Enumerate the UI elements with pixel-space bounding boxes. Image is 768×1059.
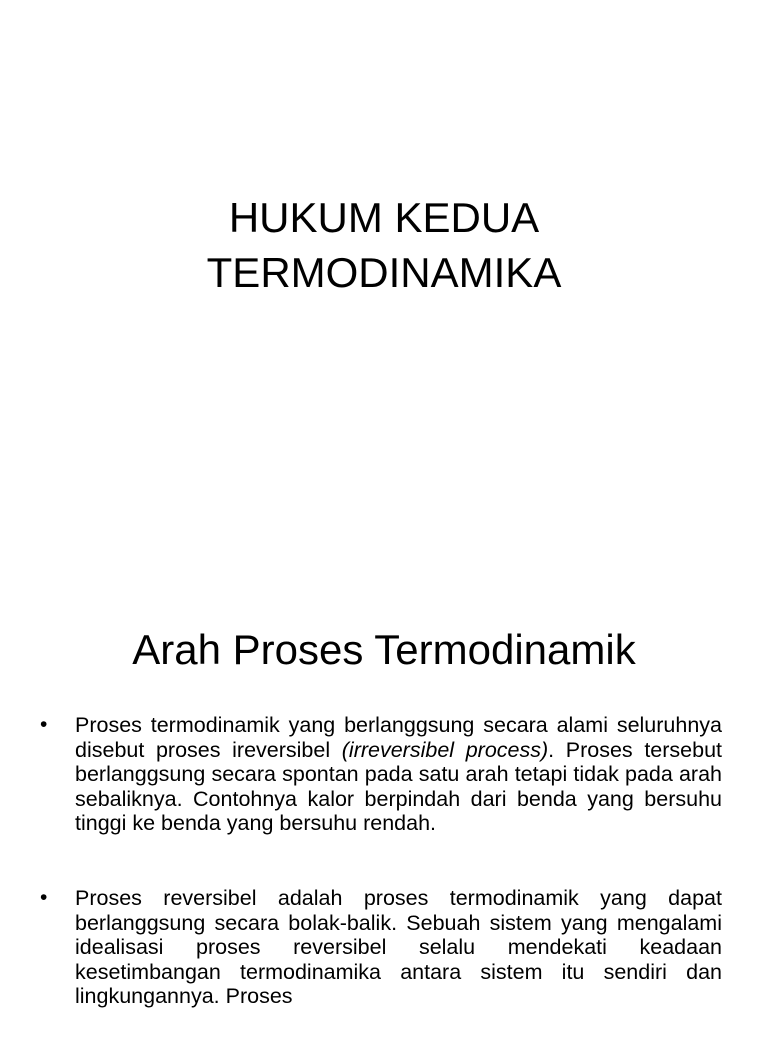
bullet-text bbox=[75, 713, 722, 835]
slide-1-title bbox=[0, 190, 768, 300]
bullet-text-italic: (irreversibel process) bbox=[341, 737, 549, 762]
slide-content bbox=[0, 576, 768, 1024]
slide-2-title: Arah Proses Termodinamik bbox=[132, 626, 636, 673]
bullet-icon: • bbox=[40, 885, 48, 909]
bullet-icon: • bbox=[40, 713, 48, 736]
bullet-text-part: Proses reversibel adalah proses termodinamik yang dapat berlanggsung secara bolak-balik. Sebuah sistem yang mengalami idealisasi proses reversibel selalu mendekati keadaan kesetimbangan termodinamika antara sistem itu sendiri dan lingkungannya. Proses bbox=[75, 885, 722, 1009]
bullet-item bbox=[40, 886, 722, 1009]
bullet-text bbox=[75, 886, 722, 1008]
bullet-list bbox=[40, 713, 722, 1059]
bullet-item bbox=[40, 713, 722, 836]
bullet-text-part: Proses termodinamik yang berlanggsung secara alami seluruhnya disebut proses ireversibel bbox=[75, 713, 722, 762]
bullet-text-part: . Proses tersebut berlanggsung secara spontan pada satu arah tetapi tidak pada arah sebaliknya. Contohnya kalor berpindah dari benda yang bersuhu tinggi ke benda yang bersuhu rendah. bbox=[75, 737, 723, 836]
title-line-2: TERMODINAMIKA bbox=[206, 249, 562, 296]
title-line-1: HUKUM KEDUA bbox=[228, 194, 540, 241]
